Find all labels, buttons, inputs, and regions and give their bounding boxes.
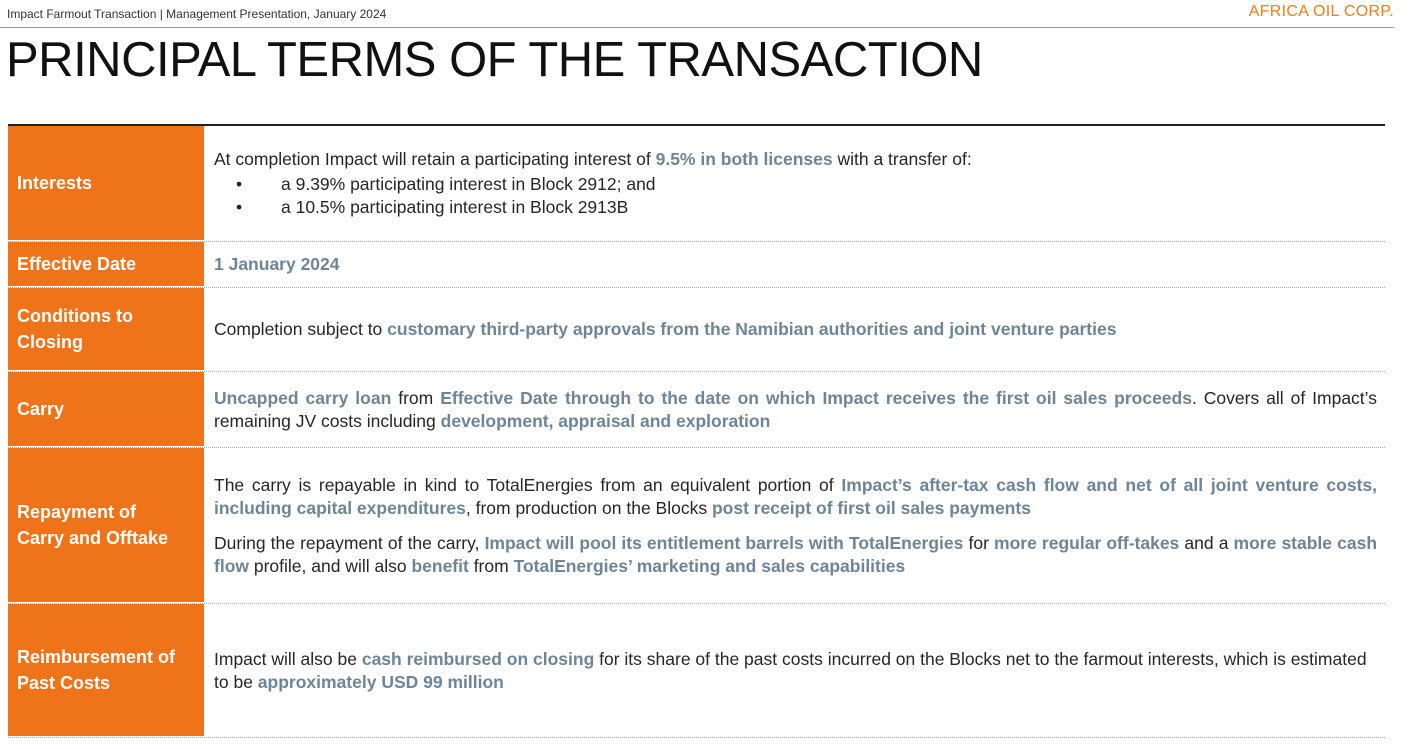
terms-table xyxy=(8,126,1385,738)
top-bar xyxy=(0,0,1394,28)
repayment-paragraph-2: During the repayment of the carry, Impact will pool its entitlement barrels with TotalEnergies for more regular off-takes and a more stable cash flow profile, and will also benefit from TotalEnergies’ marketing and sales capabilities xyxy=(214,532,1378,576)
bullet-item: • a 10.5% participating interest in Block 2913B xyxy=(214,196,1377,219)
row-content-reimbursement: Impact will also be cash reimbursed on closing for its share of the past costs incurred on the Blocks net to the farmout interests, which is estimated to be approximately USD 99 million xyxy=(214,648,1367,692)
row-interests xyxy=(8,126,1385,242)
interests-intro: At completion Impact will retain a participating interest of 9.5% in both licenses with a transfer of: xyxy=(214,149,972,169)
repayment-paragraph-1: The carry is repayable in kind to TotalEnergies from an equivalent portion of Impact’s after-tax cash flow and net of all joint venture costs, including capital expenditures, from production on the Blocks post receipt of first oil sales payments xyxy=(214,474,1378,518)
row-content-interests xyxy=(204,126,1385,241)
row-repayment xyxy=(8,448,1385,604)
bullet-item: • a 9.39% participating interest in Block 2912; and xyxy=(214,173,1377,196)
row-label-interests: Interests xyxy=(8,126,204,241)
presentation-subtitle: Impact Farmout Transaction | Management Presentation, January 2024 xyxy=(7,7,387,21)
page-title: PRINCIPAL TERMS OF THE TRANSACTION xyxy=(6,33,983,87)
row-label-carry: Carry xyxy=(8,372,204,447)
row-content-repayment xyxy=(204,448,1385,603)
row-label-effective-date: Effective Date xyxy=(8,242,204,287)
brand-logo-text: AFRICA OIL CORP. xyxy=(1248,3,1394,20)
interests-bullet-list xyxy=(214,173,1377,219)
row-content-carry: Uncapped carry loan from Effective Date through to the date on which Impact receives the first oil sales proceeds. Covers all of Impact’s remaining JV costs including development, appraisal and exploration xyxy=(214,387,1377,431)
row-content-conditions: Completion subject to customary third-party approvals from the Namibian authorities and joint venture parties xyxy=(214,319,1117,339)
row-effective-date xyxy=(8,242,1385,288)
row-reimbursement xyxy=(8,604,1385,738)
row-label-repayment: Repayment of Carry and Offtake xyxy=(8,448,204,603)
row-carry xyxy=(8,372,1385,448)
row-conditions xyxy=(8,288,1385,372)
row-label-conditions: Conditions to Closing xyxy=(8,288,204,371)
effective-date-value: 1 January 2024 xyxy=(214,254,340,274)
row-content-effective-date xyxy=(204,242,1385,287)
row-label-reimbursement: Reimbursement of Past Costs xyxy=(8,604,204,737)
